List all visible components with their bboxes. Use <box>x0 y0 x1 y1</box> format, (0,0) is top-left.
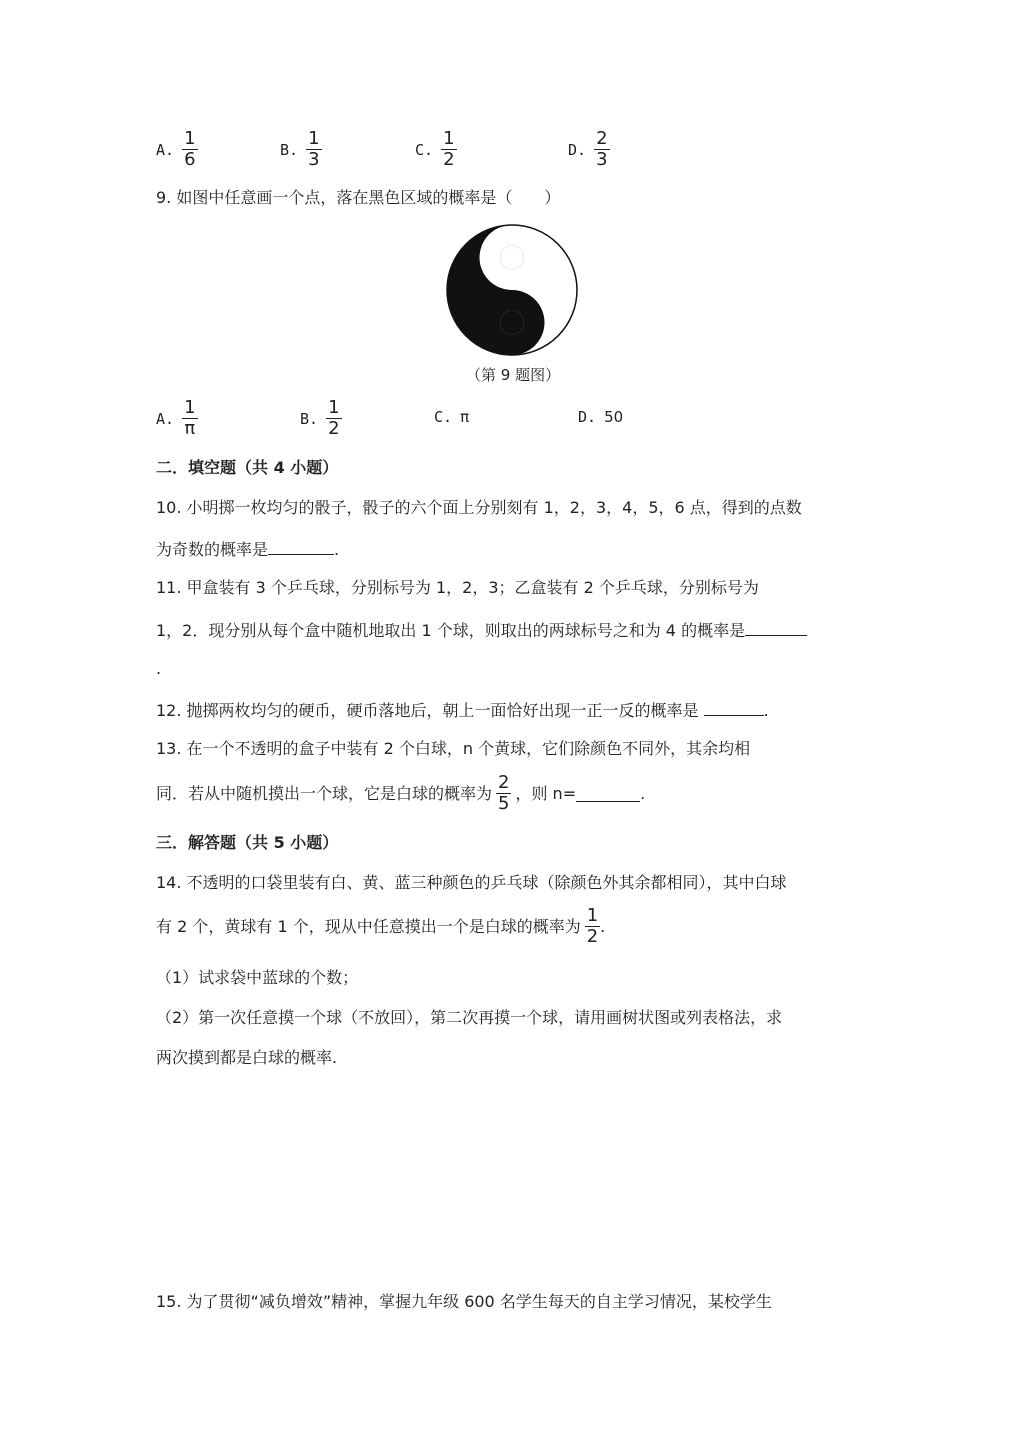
q14-sub1: （1）试求袋中蓝球的个数； <box>156 968 359 987</box>
answer-blank <box>576 785 640 802</box>
q13-line2 <box>156 773 645 814</box>
q12-text: 12. 抛掷两枚均匀的硬币，硬币落地后，朝上一面恰好出现一正一反的概率是 <box>156 701 704 720</box>
yin-yang-upper-dot <box>500 246 524 270</box>
answer-blank <box>268 538 334 555</box>
option-letter: C. <box>415 140 434 159</box>
option-text: π <box>460 408 470 426</box>
numerator: 1 <box>184 397 196 418</box>
fraction <box>594 129 609 170</box>
yin-yang-lower-dot <box>500 311 524 335</box>
option-letter: A. <box>156 140 175 159</box>
option-letter: B. <box>300 409 319 428</box>
answer-blank <box>704 699 764 716</box>
q8-option-a <box>156 129 198 170</box>
yin-yang-figure <box>445 223 579 357</box>
denominator: 3 <box>596 149 608 170</box>
denominator: 5 <box>498 793 510 814</box>
numerator: 2 <box>596 128 608 149</box>
figure-caption: （第 9 题图） <box>466 366 561 384</box>
fraction <box>182 129 197 170</box>
fraction <box>182 398 197 439</box>
option-text: 50 <box>604 408 624 426</box>
option-letter: C. <box>434 408 453 426</box>
q13-end: . <box>640 783 646 803</box>
q14-text-a: 有 2 个，黄球有 1 个，现从中任意摸出一个是白球的概率为 <box>156 916 581 936</box>
option-letter: D. <box>578 408 597 426</box>
denominator: 3 <box>308 149 320 170</box>
denominator: 2 <box>586 926 599 947</box>
q9-option-c <box>434 408 469 426</box>
q10-line1: 10. 小明掷一枚均匀的骰子，骰子的六个面上分别刻有 1，2，3，4，5，6 点，得到的点数 <box>156 498 802 517</box>
q14-line1: 14. 不透明的口袋里装有白、黄、蓝三种颜色的乒乓球（除颜色外其余都相同），其中白球 <box>156 873 787 892</box>
option-letter: B. <box>280 140 299 159</box>
numerator: 1 <box>184 128 196 149</box>
numerator: 2 <box>498 772 510 793</box>
q9-option-b <box>300 398 342 439</box>
q11-line3: . <box>156 659 162 678</box>
q12-end: . <box>763 701 769 720</box>
denominator: 6 <box>184 149 196 170</box>
numerator: 1 <box>328 397 340 418</box>
q12-line <box>156 699 769 721</box>
q14-sub2-line2: 两次摸到都是白球的概率. <box>156 1048 338 1067</box>
fraction <box>496 773 511 814</box>
q14-end: . <box>600 916 606 936</box>
q10-line2 <box>156 538 339 560</box>
numerator: 1 <box>586 905 599 926</box>
section-heading-solve: 三．解答题（共 5 小题） <box>156 833 339 852</box>
q9-stem: 9. 如图中任意画一个点，落在黑色区域的概率是（ ） <box>156 188 561 207</box>
q14-line2 <box>156 906 605 947</box>
numerator: 1 <box>443 128 455 149</box>
q11-line1: 11. 甲盒装有 3 个乒乓球，分别标号为 1，2，3；乙盒装有 2 个乒乓球，分别标号为 <box>156 578 759 597</box>
denominator: 2 <box>328 418 340 439</box>
q14-sub2-line1: （2）第一次任意摸一个球（不放回），第二次再摸一个球，请用画树状图或列表格法，求 <box>156 1008 783 1027</box>
q13-text-b: ，则 n= <box>515 783 577 803</box>
option-letter: A. <box>156 409 175 428</box>
q15-line1: 15. 为了贯彻“减负增效”精神，掌握九年级 600 名学生每天的自主学习情况，某校学生 <box>156 1292 772 1311</box>
section-heading-fill-in: 二．填空题（共 4 小题） <box>156 458 339 477</box>
q9-option-d <box>578 408 623 426</box>
q8-option-c <box>415 129 457 170</box>
q9-option-a <box>156 398 198 439</box>
q10-end: . <box>334 540 340 559</box>
fraction <box>441 129 456 170</box>
q13-line1: 13. 在一个不透明的盒子中装有 2 个白球，n 个黄球，它们除颜色不同外，其余均相 <box>156 739 751 758</box>
q8-option-b <box>280 129 322 170</box>
fraction <box>326 398 341 439</box>
q13-text-a: 同．若从中随机摸出一个球，它是白球的概率为 <box>156 783 493 803</box>
option-letter: D. <box>568 140 587 159</box>
fraction <box>306 129 321 170</box>
denominator: 2 <box>443 149 455 170</box>
denominator: π <box>184 418 196 439</box>
q8-option-d <box>568 129 610 170</box>
fraction <box>585 906 600 947</box>
q10-text: 为奇数的概率是 <box>156 540 269 559</box>
q11-line2 <box>156 619 807 641</box>
numerator: 1 <box>308 128 320 149</box>
q11-text: 1，2．现分别从每个盒中随机地取出 1 个球，则取出的两球标号之和为 4 的概率是 <box>156 621 746 640</box>
answer-blank <box>745 619 807 636</box>
